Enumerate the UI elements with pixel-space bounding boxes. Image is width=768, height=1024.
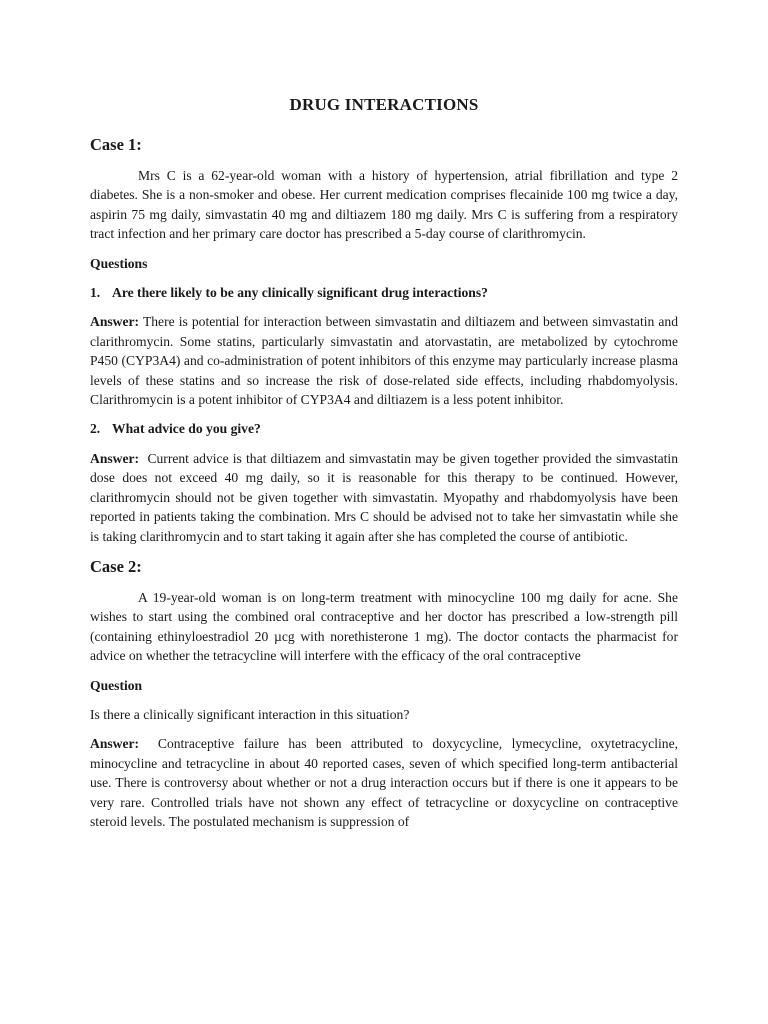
answer-1-text: There is potential for interaction between simvastatin and diltiazem and between simvastatin and clarithromycin. Some statins, particularly simvastatin and atorvastatin, are metabolized by cytochrome P450 (CYP3A4) and co-administration of potent inhibitors of this enzyme may particularly increase plasma levels of these statins and so increase the risk of dose-related side effects, including rhabdomyolysis. Clarithromycin is a potent inhibitor of CYP3A4 and diltiazem is a less potent inhibitor. bbox=[90, 314, 679, 408]
question-2-number: 2. bbox=[90, 421, 101, 437]
case-2-description: A 19-year-old woman is on long-term treatment with minocycline 100 mg daily for acne. She wishes to start using the combined oral contraceptive and her doctor has prescribed a low-strength pill (containing ethinyloestradiol 20 µcg with norethisterone 1 mg). The doctor contacts the pharmacist for advice on whether the tetracycline will interfere with the efficacy of the oral contraceptive bbox=[90, 589, 678, 664]
case-2-question-text: Is there a clinically significant interaction in this situation? bbox=[90, 706, 410, 722]
case-1-heading: Case 1: bbox=[90, 135, 142, 154]
answer-2-text: Current advice is that diltiazem and simvastatin may be given together provided the simvastatin dose does not exceed 40 mg daily, so it is reasonable for this therapy to be continued. However, clarithromycin should not be given together with simvastatin. Myopathy and rhabdomyolysis have been reported in patients taking the combination. Mrs C should be advised not to take her simvastatin while she is taking clarithromycin and to start taking it again after she has completed the course of antibiotic. bbox=[90, 450, 678, 544]
case-2-answer bbox=[90, 734, 678, 831]
document-title: DRUG INTERACTIONS bbox=[289, 95, 479, 114]
answer-2-label: Answer: bbox=[90, 450, 140, 466]
question-2-text: What advice do you give? bbox=[112, 421, 261, 437]
answer-1 bbox=[90, 312, 678, 409]
case-2-heading: Case 2: bbox=[90, 556, 142, 576]
answer-1-label: Answer: bbox=[90, 314, 140, 330]
question-1-number: 1. bbox=[90, 285, 101, 301]
question-1 bbox=[90, 283, 678, 302]
question-1-text: Are there likely to be any clinically significant drug interactions? bbox=[112, 285, 488, 301]
question-heading: Question bbox=[90, 677, 143, 693]
answer-2 bbox=[90, 449, 678, 546]
questions-heading: Questions bbox=[90, 255, 148, 271]
case-1-description: Mrs C is a 62-year-old woman with a history of hypertension, atrial fibrillation and type 2 diabetes. She is a non-smoker and obese. Her current medication comprises flecainide 100 mg twice a day, aspirin 75 mg daily, simvastatin 40 mg and diltiazem 180 mg daily. Mrs C is suffering from a respiratory tract infection and her primary care doctor has prescribed a 5-day course of clarithromycin. bbox=[90, 168, 678, 242]
case-2-answer-text: Contraceptive failure has been attributed to doxycycline, lymecycline, oxytetracycline, minocycline and tetracycline in about 40 reported cases, seven of which specified long-term antibacterial use. There is controversy about whether or not a drug interaction occurs but if there is one it appears to be very rare. Controlled trials have not shown any effect of tetracycline or doxycycline on contraceptive steroid levels. The postulated mechanism is suppression of bbox=[90, 736, 678, 829]
case-2-answer-label: Answer: bbox=[90, 736, 140, 752]
question-2 bbox=[90, 419, 678, 438]
document-page bbox=[90, 94, 678, 841]
